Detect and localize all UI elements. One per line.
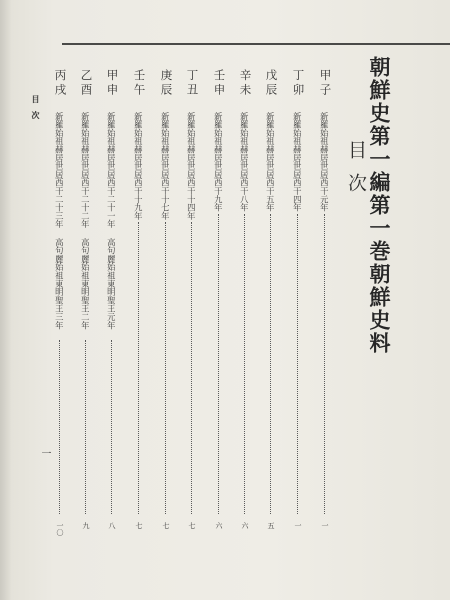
entry-4-date: 辛未 [238,69,253,98]
page-gutter-shadow [0,0,12,600]
entry-2-leader [297,214,298,514]
entry-9-leader [111,340,112,514]
entry-10-extra: 高句麗始祖東明聖王二年 [80,238,91,330]
running-header: 目次 [31,95,41,127]
entry-7-date: 庚辰 [159,69,174,98]
entry-9-date: 甲申 [105,69,120,98]
entry-10-desc: 新羅始祖赫居世居西干二十二年 [80,112,91,229]
entry-2-desc: 新羅始祖赫居世居西干四年 [292,112,303,212]
entry-3-leader [270,214,271,514]
entry-11-extra: 高句麗始祖東明聖王三年 [54,238,65,330]
entry-10-leader [85,340,86,514]
entry-8-date: 壬午 [132,69,147,98]
entry-6-desc: 新羅始祖赫居世居西干十四年 [186,112,197,220]
entry-8-leader [138,222,139,514]
entry-8-desc: 新羅始祖赫居世居西干十九年 [133,112,144,220]
entry-6-page: 七 [188,522,196,529]
entry-3-desc: 新羅始祖赫居世居西干五年 [265,112,276,212]
entry-9-desc: 新羅始祖赫居世居西干二十一年 [106,112,117,229]
entry-4-leader [244,214,245,514]
entry-8-page: 七 [135,522,143,529]
entry-1-page: 一 [321,522,329,529]
entry-7-leader [165,222,166,514]
entry-6-leader [191,222,192,514]
contents-heading: 目次 [345,140,367,206]
entry-1-desc: 新羅始祖赫居世居西干元年 [319,112,330,212]
entry-2-date: 丁卯 [291,69,306,98]
entry-1-date: 甲子 [318,69,333,98]
entry-2-page: 一 [294,522,302,529]
top-rule [62,43,450,45]
entry-3-date: 戊辰 [264,69,279,98]
entry-11-page: 一〇 [56,522,64,536]
entry-9-page: 八 [108,522,116,529]
entry-5-leader [218,214,219,514]
entry-9-extra: 高句麗始祖東明聖王元年 [106,238,117,330]
entry-11-desc: 新羅始祖赫居世居西干二十三年 [54,112,65,229]
entry-10-page: 九 [82,522,90,529]
entry-7-desc: 新羅始祖赫居世居西干十七年 [160,112,171,220]
entry-7-page: 七 [162,522,170,529]
entry-6-date: 丁丑 [185,69,200,98]
entry-5-page: 六 [215,522,223,529]
entry-5-date: 壬申 [212,69,227,98]
entry-10-date: 乙酉 [79,69,94,98]
entry-1-leader [324,214,325,514]
page-folio: 一 [39,448,50,458]
entry-11-leader [59,340,60,514]
entry-4-desc: 新羅始祖赫居世居西干八年 [239,112,250,212]
entry-5-desc: 新羅始祖赫居世居西干九年 [213,112,224,212]
entry-4-page: 六 [241,522,249,529]
volume-title: 朝鮮史第一編第一巻朝鮮史料 [367,56,392,355]
entry-11-date: 丙戌 [53,69,68,98]
entry-3-page: 五 [267,522,275,529]
